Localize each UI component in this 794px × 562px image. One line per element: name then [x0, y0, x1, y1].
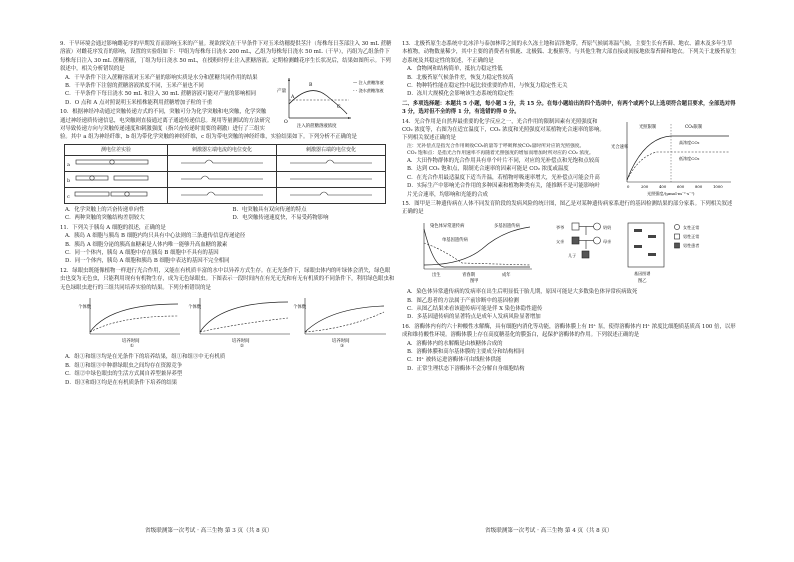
right-column: [402, 40, 737, 374]
q14-ylabel: 光合速率: [611, 144, 629, 150]
pedigree-affected-male-icon: [572, 237, 579, 244]
q10-trace-a-left: [177, 157, 267, 167]
q10-row-label: b: [67, 177, 71, 184]
q12-option-b: B．组①和组③中种群绿眼虫之间均存在资源竞争: [65, 362, 183, 369]
q9-option-d: D．O 点和 A 点对照说明玉米植株能利用蔗糖增加子粒的干重: [65, 99, 213, 106]
q10-option-c: C．两种突触的突触结构差别较大: [65, 215, 145, 222]
q9-ylabel: 产量: [277, 88, 287, 94]
q10-col-header-3: 刺激器右端的电位变化: [277, 144, 386, 155]
q11-option-d: D．同一个体内，胰岛 A 细胞和胰岛 B 细胞中表达的基因不完全相同: [65, 258, 230, 265]
q15-figure-b: [556, 223, 699, 283]
q14-curve-low-co2: [627, 152, 729, 180]
q10-trace-c-right: [286, 189, 376, 199]
q13-option-d: D．冻川大规模化会影响该生态系统的稳定性: [407, 91, 514, 98]
q12-chart-2-number: ②: [240, 343, 244, 348]
q12-chart-3-number: ③: [340, 343, 344, 348]
question-16: [402, 323, 737, 373]
q15-option-b: B．图乙患者的方法属于产前诊断中的基因检测: [407, 297, 519, 304]
q15-option-d: D．多基因遗传病的显著特点是成年人发病风险显著增加: [407, 314, 541, 321]
q10-trace-b-right: [286, 173, 376, 183]
q14-note-1: 注：光补偿点是指光合作用吸收CO₂的量等于呼吸释放CO₂量时所对应的光照强度。: [407, 143, 585, 149]
question-15-stem: 15．图甲是三种遗传病在人体不同发育阶段的发病风险的统计图，图乙是对某种遗传病家系进行的基因检测结果的部分家系。下列相关叙述正确的是: [402, 200, 733, 216]
pedigree-affected-son-icon: [582, 251, 589, 258]
q14-xlabel: 光照强度/(μmol·m⁻²·s⁻¹): [647, 190, 695, 196]
q14-label-co2-limited: CO₂限制: [685, 124, 703, 130]
q10-trace-b-left: [177, 173, 267, 183]
q9-option-c: C．干旱条件下每日浇水 50 mL 和注入 30 mL 蔗糖溶液可能对产量的影响相同: [65, 91, 257, 98]
question-14: [402, 118, 737, 199]
q14-label-light-limited: 光照限制: [639, 124, 657, 130]
q10-row-label: a: [67, 161, 70, 168]
q10-options-row-1: [60, 206, 395, 214]
q12-chart-3-xlabel: 培养时间: [332, 338, 350, 344]
nerve-fiber-icon: [72, 158, 152, 166]
q10-option-b: B．电突触具有双向传递的特点: [232, 206, 307, 213]
q10-option-d: D．电突触传递速度快，不易受药物影响: [232, 215, 329, 222]
q12-option-c: C．组②中绿色眼虫的生活方式属自养型兼异养型: [65, 371, 183, 378]
q12-chart-3-ylabel: 个体数: [293, 304, 307, 310]
q9-xlabel: 注入的蔗糖溶液浓度: [297, 123, 337, 128]
q15-figure: [402, 219, 737, 286]
q14-option-d: D．实际生产中影响光合作用的多种因素和植物种类有关，能推断不是可能影响叶片光合速率，均影响和光能的合成: [407, 183, 600, 198]
q12-chart-1-ylabel: 个体数: [78, 304, 92, 310]
legend-male-icon: [675, 234, 680, 239]
q10-row-a: [65, 155, 386, 171]
question-14-figure: [609, 118, 737, 199]
q10-col-header-1: 测电位差实验: [65, 144, 168, 155]
q16-option-a: A．溶酶体内的水解酶是由核糖体合成的: [407, 340, 503, 347]
q15-legend-female-normal: 女性正常: [683, 224, 700, 230]
q15-figure-a-caption: 图甲: [470, 278, 479, 283]
q15-label-chromosomal: 染色体异常遗传病: [430, 223, 465, 229]
q14-option-b: B．达到 CO₂ 饱和点，限制光合速率的因素可能是 CO₂ 浓度或温度: [407, 166, 569, 173]
q11-option-a: A．胰岛 A 细胞与胰岛 B 细胞内均只具有中心法则的三条遗传信息传递途径: [65, 233, 246, 240]
q15-legend-male-affected: 男性患者: [683, 242, 700, 248]
question-10-stem: 10．根据神经冲动通过突触传递方式的不同，突触可分为化学突触和电突触，化学突触通过神经递质传递信息，电突触则直接通过离子通道传递信息。现用等量测试的方法研究对导致传递方向与突触传递速度和刺激强度（指兴奋传递时需要的刺激）进行了三组实验。其中 a 组为神经纤维，b 组为带化学突触的神经纤维，c 组为带电突触的神经纤维，实验结果如下。下列分析不正确的是: [60, 109, 357, 141]
question-9-stem: 9．干旱环境会通过影响雌花序的早期发育而影响玉米的产量。现欲探究在干旱条件下对玉米幼穗提供茎汁（每株每日茎部注入 30 mL 蔗糖溶液）对雌花序发育的影响，设置的实验组如下：甲组为每株每日浇水 200 mL，乙组为每株每日浇水 50 mL（干旱），丙组为乙组条件下每株每日注入 30 mL 蔗糖溶液，丁组为每日浇水 50 mL，在授粉时停止注入蔗糖溶液。定期检测雌花序生长状况后，结果如图所示。下列叙述中，相关分析错误的是: [60, 41, 392, 73]
q15-label-adult: 成年: [502, 272, 511, 278]
q12-chart-2-xlabel: 培养时间: [232, 338, 250, 344]
pedigree-male-icon: [572, 223, 579, 230]
q14-note-2: CO₂ 饱和点：是指光合作用速率不再随着光照强度的增加而增加时所对应的 CO₂ 浓度。: [407, 150, 594, 156]
q9-point-b: B: [309, 82, 313, 88]
page-footer-right: 省级联测第一次考试 · 高三生物 第 4 页（共 8 页）: [485, 528, 613, 534]
q13-option-c: C．物种特性能在稳定性中起比较重要的作用，与恢复力稳定性无关: [407, 83, 568, 90]
q14-tick-200: 200: [641, 183, 649, 189]
question-12: [60, 267, 395, 387]
q10-trace-a-right: [286, 157, 376, 167]
q9-option-a: A．干旱条件下注入蔗糖溶液对玉米产量的影响实质是水分和蔗糖共同作用的结果: [65, 74, 258, 81]
q14-tick-400: 400: [659, 183, 667, 189]
q14-tick-800: 800: [695, 183, 703, 189]
page-footer-left: 省级联测第一次考试 · 高三生物 第 3 页（共 8 页）: [145, 528, 273, 534]
q16-option-b: B．溶酶体膜和高尔基体膜的主要成分和结构相同: [407, 348, 525, 355]
q13-option-a: A．食物网和结构简单，抵抗力稳定性低: [407, 66, 503, 73]
q15-figures: [402, 219, 734, 283]
q14-tick-600: 600: [677, 183, 685, 189]
left-column: [60, 40, 395, 388]
q15-label-grandmother: 奶奶: [603, 224, 612, 230]
q14-label-low-co2: 低浓度CO₂: [679, 155, 700, 161]
q14-option-a: A．大田作物群体的光合作用具有单个叶片不同，对应的光补偿点和光饱和点较高: [407, 157, 600, 164]
q9-legend-2: - - 浇水蔗糖溶液: [353, 87, 384, 93]
q12-option-a: A．组①和组③均是在光条件下的培养结果，组①和组③中无有机质: [65, 354, 226, 361]
q16-option-d: D．正常生理状态下溶酶体不会分解自身细胞结构: [407, 365, 525, 372]
q12-growth-charts: [60, 294, 390, 348]
gene-map-panel: [628, 223, 664, 267]
q10-option-a: A．化学突触上的兴奋传递单向性: [65, 206, 145, 213]
q12-option-d: D．组③和组③均是在有机质条件下培养的结果: [65, 379, 178, 386]
q15-label-puberty: 青春期: [462, 272, 475, 278]
question-12-stem: 12．绿眼虫既能像植物一样进行光合作用，又能在有机质丰富的水中以异养方式生存。在无光条件下，绿眼虫体内的叶绿体会消失，绿色眼虫也变为无色虫，只能利用现有有机物生存，成为无色绿眼虫。下图表示一段时间内在有光无光和有无有机质的不同条件下，利用绿色眼虫和无色绿眼虫进行的三组共同培养实验的结果。下列分析错误的是: [60, 267, 395, 291]
legend-female-icon: [674, 224, 679, 229]
section-2-heading: 二、多项选择题：本题共 5 小题，每小题 3 分，共 15 分。在每小题给出的四个选项中，有两个或两个以上选项符合题目要求，全部选对得 3 分，选对但不全的得 1 分，有选错的得 0 分。: [402, 100, 736, 116]
q12-chart-2: [188, 298, 290, 348]
q15-label-monogenic: 单基因遗传病: [442, 237, 468, 243]
question-9-figure: [275, 74, 395, 131]
q15-label-grandfather: 爷爷: [556, 224, 565, 230]
q15-label-mother: 母亲: [603, 238, 612, 244]
q15-legend-male-normal: 男性正常: [683, 233, 700, 239]
q12-chart-1-number: ①: [130, 343, 134, 348]
q9-legend-1: — 注入蔗糖溶液: [353, 79, 384, 85]
q14-tick-0: 0: [627, 183, 630, 189]
q14-photosynthesis-chart: [609, 118, 737, 196]
q10-row-label: c: [67, 193, 70, 200]
question-11: [60, 224, 395, 266]
q9-curve-chart: [275, 74, 395, 128]
q10-row-b: [65, 171, 386, 187]
pedigree-female-icon: [594, 223, 601, 230]
q12-chart-2-ylabel: 个体数: [188, 304, 202, 310]
q12-chart-1: [78, 298, 180, 348]
q10-trace-c-left: [177, 189, 267, 199]
q15-label-father: 父亲: [556, 238, 565, 244]
electrical-synapse-icon: [71, 190, 151, 198]
q9-option-b: B．干旱条件下注射的蔗糖溶液浓度不同，玉米产量也不同: [65, 83, 204, 90]
question-11-stem: 11．下列关于胰岛 A 细胞的叙述，正确的是: [60, 224, 166, 231]
q12-chart-1-xlabel: 培养时间: [122, 338, 140, 344]
q15-figure-a: [424, 222, 532, 283]
q9-point-o: O: [284, 119, 288, 125]
q10-stimulus-table: [64, 144, 386, 204]
q16-option-c: C．H⁺ 被转运进溶酶体可由线粒体供能: [407, 357, 502, 364]
q10-row-c: [65, 187, 386, 203]
q9-point-c: C: [337, 104, 341, 110]
q15-label-birth: 出生: [432, 272, 441, 278]
question-13-stem: 13．北极苔原生态系统中北冰洋与泰加林带之间的永久冻土地和沼泽地带，苔原气候属寒温气候，主要生长有苔藓、地衣、灌木及多年生草本植物，动物数量稀少，其中主要的消费者有驯鹿、北极狐、北极熊等。与其他生物大部直接或间接地依靠苔藓和地衣。下列关于北极苔原生态系统及其稳定性的叙述，不正确的是: [402, 41, 737, 64]
question-14-stem: 14．光合作用是自然界最重要的化学反应之一，光合作用的限制因素有光照强度和 CO₂ 浓度等，右图为在适宜温度下，CO₂ 浓度和光照强度对某植物光合速率的影响。下列相关叙述正确的是: [402, 118, 605, 142]
q15-option-a: A．染色体异常遗传病的发病率在出生后明显低于胎儿期，原因可能是大多数染色体异常疾病致死: [407, 289, 638, 296]
q11-option-b: B．胰岛 A 细胞分泌的胰高血糖素是人体内唯一能够升高血糖的激素: [65, 241, 228, 248]
q15-label-son: 儿子: [568, 252, 577, 258]
q14-label-high-co2: 高浓度CO₂: [679, 139, 700, 145]
q14-tick-1000: 1000: [713, 183, 723, 189]
q15-label-gene-map: 基因图谱: [634, 270, 651, 276]
pedigree-female-icon: [594, 237, 601, 244]
question-15: [402, 200, 737, 322]
q15-option-c: C．从图乙结果来看该遗传病可能是伴 X 染色体隐性遗传: [407, 305, 543, 312]
q15-figure-b-caption: 图乙: [638, 278, 647, 283]
q15-label-polygenic: 多基因遗传病: [494, 223, 520, 229]
chemical-synapse-icon: [72, 174, 152, 182]
q9-curve-sucrose: [289, 90, 347, 113]
q11-option-c: C．同一个体内，胰岛 A 细胞中存在胰岛 B 细胞中不具有的基因: [65, 249, 219, 256]
q12-chart-3: [293, 298, 386, 348]
q9-point-a: A: [291, 94, 295, 100]
q10-options-row-2: [60, 214, 395, 222]
q14-option-c: C．在光合作用最适温度下适当升温，若植物呼吸速率增大，光补偿点可能会升高: [407, 174, 600, 181]
q12-figure: [60, 294, 395, 351]
q13-option-b: B．北极苔原气候条件差，恢复力稳定性较高: [407, 74, 514, 81]
question-13: [402, 40, 737, 99]
q10-col-header-2: 刺激器左端电流的电位变化: [168, 144, 277, 155]
question-16-stem: 16．溶酶体内有约六十种酸性水解酶，具有细胞内消化等功能，溶酶体膜上有 H⁺ 泵，使得溶酶体内 H⁺ 浓度比细胞质基质高 100 倍，以形成和维持酸性环境。溶酶体膜上存在高度糖基化的膜蛋白，起保护溶酶体的作用。下列叙述正确的是: [402, 323, 736, 339]
q14-curve-high-co2: [627, 136, 729, 180]
legend-affected-male-icon: [675, 243, 680, 248]
